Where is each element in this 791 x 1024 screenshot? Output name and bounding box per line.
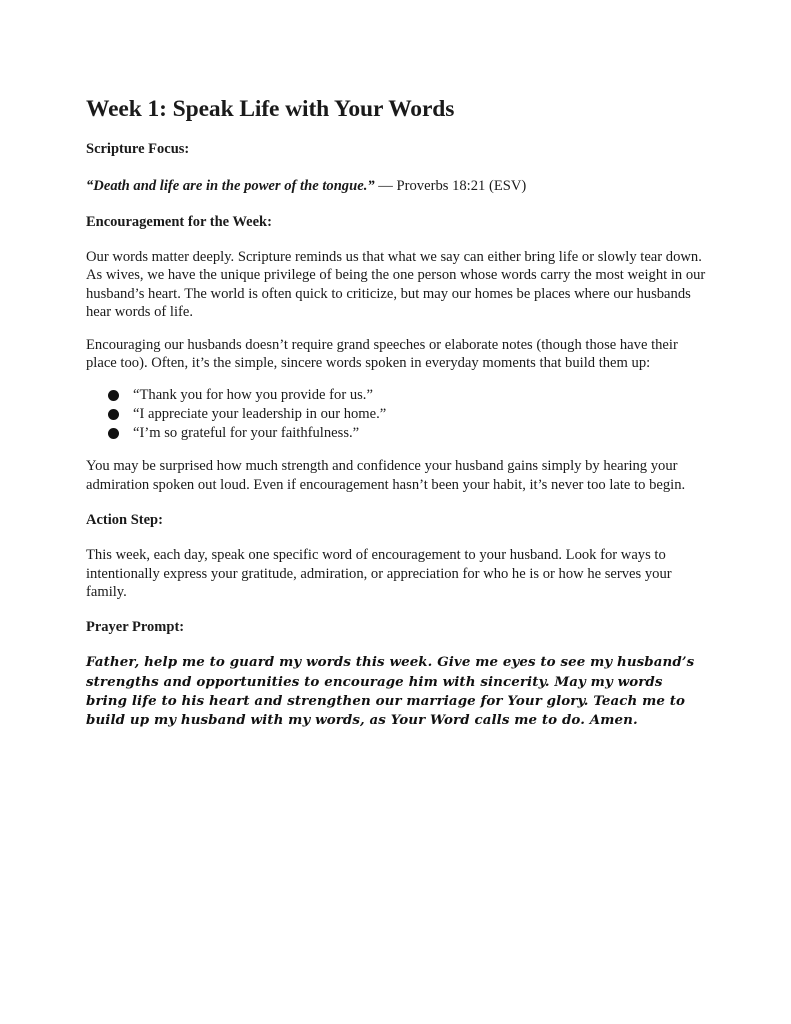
scripture-quote: “Death and life are in the power of the tongue.”: [86, 178, 375, 194]
encouragement-label: Encouragement for the Week:: [86, 214, 272, 230]
encouragement-paragraph-2: Encouraging our husbands doesn’t require grand speeches or elaborate notes (though those have their place too). Often, it’s the simple, sincere words spoken in everyday moments that build them up:: [86, 336, 678, 372]
encouragement-paragraph-1: Our words matter deeply. Scripture reminds us that what we say can either bring life or slowly tear down. As wives, we have the unique privilege of being the one person whose words carry the most weight in our husband’s heart. The world is often quick to criticize, but may our homes be places where our husbands hear words of life.: [86, 249, 706, 321]
encouragement-list: [86, 386, 706, 443]
list-item: [86, 424, 706, 443]
list-item-text: “Thank you for how you provide for us.”: [133, 387, 373, 404]
scripture-line: [86, 176, 706, 196]
list-item-text: “I’m so grateful for your faithfulness.”: [133, 425, 360, 442]
scripture-reference: — Proverbs 18:21 (ESV): [374, 178, 527, 194]
document-page: [86, 94, 706, 730]
list-item: [86, 405, 706, 424]
bullet-icon: [108, 409, 119, 420]
scripture-focus-label: Scripture Focus:: [86, 141, 190, 157]
action-step-text: This week, each day, speak one specific word of encouragement to your husband. Look for ways to intentionally express your gratitude, admiration, or appreciation for who he is or how he serves your family.: [86, 547, 672, 601]
prayer-prompt-label: Prayer Prompt:: [86, 619, 185, 636]
bullet-icon: [108, 428, 119, 439]
action-step-label: Action Step:: [86, 512, 163, 529]
encouragement-paragraph-3: You may be surprised how much strength and confidence your husband gains simply by hearing your admiration spoken out loud. Even if encouragement hasn’t been your habit, it’s never too late to begin.: [86, 458, 686, 493]
prayer-text: Father, help me to guard my words this week. Give me eyes to see my husband’s strengths and opportunities to encourage him with sincerity. May my words bring life to his heart and strengthen our marriage for Your glory. Teach me to build up my husband with my words, as Your Word calls me to do. Amen.: [86, 654, 695, 729]
list-item: [86, 386, 706, 405]
bullet-icon: [108, 390, 119, 401]
page-title: Week 1: Speak Life with Your Words: [86, 96, 455, 122]
list-item-text: “I appreciate your leadership in our home.”: [133, 406, 387, 423]
